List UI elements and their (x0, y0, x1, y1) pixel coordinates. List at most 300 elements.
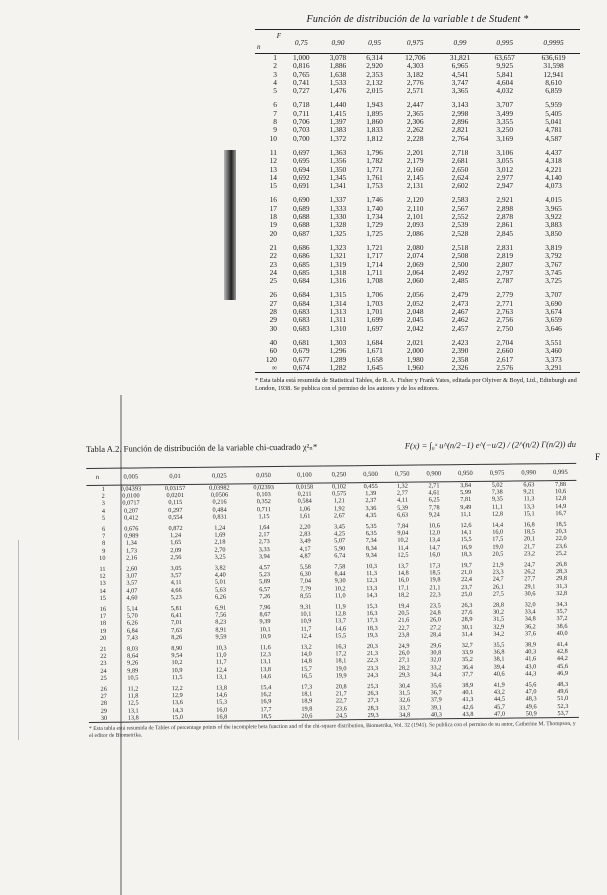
table-cell: 12,4 (300, 632, 312, 640)
table-cell: 5,35 (365, 522, 377, 531)
table-cell: 21,0 (460, 569, 473, 577)
table-cell: 6,859 (545, 86, 562, 96)
table-cell: 1,34 (125, 539, 137, 548)
table-cell: 23,3 (367, 664, 379, 672)
table-cell: 3,551 (545, 337, 562, 347)
row-n-label: 120 (265, 354, 277, 364)
table-cell: 35,2 (461, 656, 473, 664)
table-cell: 3,819 (545, 242, 562, 252)
table-cell: 3,36 (365, 504, 377, 512)
table-cell: 26,0 (398, 649, 410, 658)
table-cell: 2,763 (496, 307, 514, 317)
table-corner: n (86, 468, 108, 485)
table-cell: 0,690 (292, 195, 310, 205)
table-cell: 21,1 (429, 583, 441, 592)
table-cell: 2,861 (496, 220, 514, 230)
table-cell: 12,8 (334, 610, 346, 618)
table-cell: 5,01 (214, 578, 226, 587)
table-cell: 19,4 (398, 602, 410, 610)
table-cell: 15,4 (260, 684, 272, 692)
table-cell: 14,7 (429, 543, 441, 552)
table-cell: 8,03 (126, 645, 139, 653)
table-cell: 1,328 (329, 220, 347, 230)
table-cell: 14,0 (300, 650, 312, 659)
table-cell: 0,683 (292, 323, 310, 333)
table-cell: 12,3 (366, 577, 378, 585)
table-cell: 5,841 (496, 69, 514, 79)
table-cell: 0,584 (297, 498, 312, 506)
table-cell: 6,63 (523, 481, 535, 489)
table-cell: 0,989 (124, 532, 139, 540)
table-cell: 24,8 (429, 609, 441, 617)
table-cell: 30,8 (430, 649, 442, 657)
table-cell: 1,333 (329, 203, 347, 213)
table-cell: 9,34 (365, 551, 377, 559)
table-cell: 0,684 (292, 276, 310, 286)
table-cell: 3,82 (214, 564, 226, 572)
table-cell: 4,604 (496, 77, 514, 87)
table-cell: 13,4 (428, 536, 441, 544)
table-cell: 3,078 (329, 53, 347, 62)
table-cell: 1,000 (292, 53, 310, 62)
table-cell: 16,8 (523, 521, 535, 529)
table-cell: 5,99 (460, 489, 472, 497)
table-cell: 1,15 (258, 512, 270, 521)
row-n-label: 17 (99, 613, 107, 621)
table-cell: 7,88 (554, 480, 567, 489)
table-cell: 38,1 (493, 656, 505, 664)
table-row (255, 230, 580, 238)
table-cell: 11,6 (259, 644, 271, 652)
table-cell: 0,216 (212, 498, 227, 507)
table-cell: 19,7 (460, 561, 472, 570)
table-cell: 12,706 (405, 53, 426, 62)
table-cell: 37,9 (430, 696, 442, 704)
table-cell: 2,060 (406, 276, 424, 286)
table-cell: 0,0158 (295, 483, 314, 491)
table-cell: 16,0 (492, 528, 504, 536)
table-cell: 8,90 (171, 645, 183, 653)
table-cell: 27,2 (429, 623, 441, 632)
table-cell: 45,6 (525, 681, 537, 689)
table-cell: 34,8 (399, 711, 411, 719)
table-cell: 26,3 (461, 602, 473, 610)
row-n-label: 19 (269, 220, 277, 230)
table-cell: 37,2 (556, 615, 568, 623)
table-cell: 51,0 (557, 695, 569, 703)
table-cell: 2,101 (406, 212, 424, 222)
table-cell: 2,998 (451, 108, 469, 118)
table-cell: 35,6 (430, 682, 442, 690)
table-cell: 11,2 (127, 685, 139, 693)
table-cell: 0,695 (292, 156, 310, 166)
table-cell: 2,83 (299, 530, 311, 538)
row-n-label: 23 (269, 259, 277, 269)
table-cell: 34,8 (524, 615, 536, 623)
table-cell: 0,0100 (122, 492, 140, 500)
table-cell: 6,30 (299, 570, 311, 579)
table-cell: 2,797 (496, 267, 514, 277)
table-cell: 3,05 (170, 565, 182, 573)
table-cell: 2,074 (406, 251, 424, 261)
table-cell: 5,90 (334, 544, 346, 553)
table-cell: 2,021 (406, 337, 424, 347)
table-cell: 40,1 (462, 689, 474, 697)
table-cell: 13,7 (334, 617, 347, 625)
table-cell: 2,145 (406, 172, 424, 182)
table-cell: 2,015 (366, 86, 383, 96)
row-n-label: 21 (100, 645, 107, 653)
table-cell: 1,296 (329, 346, 347, 356)
table-cell: 0,0506 (210, 491, 229, 499)
table-cell: 48,3 (557, 681, 569, 689)
table-cell: 1,319 (329, 259, 347, 269)
table-cell: 30,4 (398, 682, 410, 690)
table-cell: 24,7 (492, 576, 504, 584)
table-cell: 12,2 (171, 685, 183, 693)
table-cell: 13,8 (260, 665, 272, 673)
table-cell: 4,587 (545, 133, 562, 143)
table-cell: 2,898 (496, 203, 514, 213)
table-cell: 3,012 (496, 164, 514, 174)
table-cell: 22,7 (335, 697, 347, 705)
table-cell: 4,35 (365, 511, 377, 519)
table-cell: 5,70 (126, 612, 138, 620)
row-n-label: 21 (269, 242, 277, 252)
table-cell: 2,583 (451, 195, 469, 205)
table-cell: 1,746 (366, 195, 383, 205)
table-cell: 22,0 (555, 535, 567, 543)
table-cell: 1,708 (366, 276, 383, 286)
table-cell: 0,684 (292, 290, 310, 300)
table-cell: 4,541 (451, 69, 469, 79)
table-cell: 4,25 (334, 530, 346, 538)
table-cell: 2,807 (496, 259, 514, 269)
table-cell: 12,9 (171, 692, 183, 700)
table-cell: 12,8 (555, 495, 567, 503)
table-cell: 13,8 (127, 714, 139, 722)
table-cell: 23,7 (461, 583, 473, 591)
table-cell: 0,0201 (166, 492, 184, 500)
table-cell: 1,717 (366, 251, 383, 261)
table-cell: 7,63 (171, 626, 183, 634)
table-cell: 2,67 (333, 512, 345, 520)
table-cell: 28,2 (398, 664, 410, 672)
column-header: 0,99 (438, 30, 483, 54)
table-cell: 26,0 (429, 616, 441, 624)
table-cell: 3,250 (496, 125, 514, 135)
table-row (255, 182, 580, 190)
table-cell: 2,571 (406, 86, 424, 96)
table-cell: 3,922 (545, 212, 562, 222)
table-cell: 21,9 (492, 561, 504, 569)
table-cell: 3,355 (496, 117, 514, 127)
table-cell: 2,228 (406, 133, 424, 143)
row-n-label: 16 (269, 195, 277, 205)
row-n-label: 5 (101, 514, 106, 522)
table-cell: 44,5 (493, 696, 506, 704)
table-cell: 0,02393 (253, 484, 274, 492)
table-cell: 32,0 (524, 601, 536, 609)
table-cell: 42,6 (462, 703, 474, 711)
table-cell: 2,920 (366, 61, 383, 71)
table-cell: 36,2 (524, 622, 536, 631)
table-cell: 1,729 (366, 220, 383, 230)
table-cell: 2,650 (451, 164, 469, 174)
table-cell: 0,688 (292, 220, 310, 230)
table-cell: 30,6 (524, 590, 536, 598)
table-cell: 3,169 (496, 133, 514, 143)
table-cell: 18,5 (555, 520, 567, 529)
table-cell: 9,24 (428, 511, 440, 519)
table-cell: 14,8 (300, 658, 312, 666)
table-cell: 13,2 (300, 643, 312, 651)
column-header: 0,025 (197, 467, 241, 484)
table-cell: 35,7 (556, 608, 568, 616)
table-cell: 4,073 (545, 181, 562, 191)
table-cell: 17,3 (301, 683, 313, 691)
table-cell: 21,7 (523, 542, 536, 551)
table-cell: 1,895 (366, 108, 383, 118)
table-cell: 19,0 (492, 543, 504, 551)
table-cell: 1,699 (366, 315, 383, 325)
table-cell: 0,700 (292, 133, 310, 143)
t-student-footnote: * Esta tabla está resumida de Statistical Tables, de R. A. Fisher y Frank Yates, editada por Olyiver & Boyd, Ltd., Edinburgh and London, 1938. Se publica con el permiso de los autores y de los editores. (255, 377, 577, 393)
table-cell: 1,321 (329, 251, 347, 261)
table-cell: 1,318 (329, 267, 347, 277)
table-cell: 28,8 (492, 601, 505, 609)
table-cell: 33,9 (461, 649, 473, 657)
table-cell: 25,0 (461, 590, 473, 598)
table-cell: 18,5 (260, 712, 272, 721)
table-cell: 31,598 (543, 61, 564, 71)
table-cell: 7,43 (126, 634, 138, 642)
table-cell: 42,8 (556, 648, 568, 656)
table-cell: 0,297 (168, 506, 183, 514)
table-cell: 3,747 (451, 77, 469, 87)
table-cell: 1,638 (329, 69, 347, 79)
table-cell: 5,02 (491, 481, 503, 489)
row-n-label: 2 (273, 61, 277, 71)
table-cell: 1,69 (214, 531, 226, 539)
table-cell: 1,761 (366, 172, 383, 182)
table-cell: 10,3 (365, 562, 378, 571)
column-header: 0,975 (393, 30, 438, 54)
table-cell: 0,681 (292, 337, 310, 347)
table-cell: 4,40 (214, 571, 226, 579)
table-cell: 43,2 (493, 688, 505, 697)
table-cell: 20,3 (555, 528, 567, 536)
chi-square-formula: F(x) = ∫₀ˣ u^(n/2−1) e^(−u/2) / (2^(n/2) Γ(n/2)) du (404, 438, 577, 451)
table-cell: 7,56 (215, 611, 227, 619)
table-cell: 41,4 (556, 641, 568, 649)
table-cell: 10,9 (300, 618, 312, 626)
table-cell: 32,6 (399, 697, 411, 705)
table-cell: 16,2 (260, 691, 272, 699)
table-cell: 1,341 (329, 181, 347, 191)
row-n-label: 28 (100, 700, 108, 708)
table-cell: 11,0 (334, 592, 346, 600)
table-cell: 14,6 (216, 691, 228, 699)
table-cell: 4,87 (299, 552, 311, 560)
row-n-label: 9 (273, 125, 277, 135)
table-cell: 10,9 (171, 666, 183, 674)
table-cell: 0,683 (292, 315, 310, 325)
table-cell: 1,65 (170, 539, 182, 547)
table-cell: 3,850 (545, 228, 562, 238)
table-cell: 31,3 (556, 582, 568, 590)
table-cell: 2,110 (407, 203, 424, 213)
table-cell: 4,437 (545, 147, 562, 157)
row-n-label: 15 (269, 181, 277, 191)
table-cell: 11,3 (523, 495, 535, 503)
table-cell: 8,64 (127, 652, 139, 660)
table-cell: 2,831 (496, 242, 514, 252)
table-cell: 1,372 (329, 133, 347, 143)
table-cell: 4,318 (545, 156, 562, 166)
table-cell: 4,57 (258, 564, 271, 572)
table-cell: 27,3 (367, 697, 379, 705)
column-header: 0,250 (323, 466, 355, 483)
table-cell: 0,554 (168, 513, 183, 521)
row-n-label: 1 (101, 485, 105, 493)
table-cell: 8,23 (215, 618, 227, 627)
table-cell: 16,3 (335, 643, 347, 651)
column-header: 0,01 (153, 467, 197, 484)
row-n-label: 16 (99, 605, 107, 613)
row-n-label: 8 (273, 117, 277, 127)
row-n-label: 3 (101, 500, 105, 508)
table-cell: 26,1 (492, 583, 504, 591)
table-cell: 22,3 (429, 591, 441, 599)
row-n-label: 11 (99, 565, 106, 573)
table-cell: 17,3 (429, 562, 441, 570)
table-cell: 0,688 (292, 212, 310, 222)
row-n-label: 20 (269, 228, 277, 238)
row-n-label: 1 (273, 53, 277, 62)
table-cell: 7,96 (259, 604, 271, 612)
row-n-label: 23 (100, 660, 107, 668)
table-cell: 1,734 (366, 212, 383, 222)
table-cell: 12,5 (127, 699, 139, 708)
table-cell: 2,16 (126, 554, 138, 562)
table-cell: 1,782 (366, 156, 383, 166)
table-cell: 14,6 (335, 624, 347, 633)
table-cell: 18,5 (429, 569, 441, 577)
table-cell: 10,3 (215, 644, 227, 652)
table-cell: 6,57 (259, 585, 271, 593)
row-n-label: 27 (100, 693, 107, 701)
table-cell: 12,4 (215, 666, 227, 674)
table-cell: 63,657 (494, 53, 515, 62)
table-cell: 4,07 (126, 587, 138, 595)
table-cell: 2,201 (406, 147, 424, 157)
table-cell: 14,8 (397, 569, 409, 577)
table-cell: 24,5 (335, 712, 348, 720)
table-cell: 3,707 (496, 100, 514, 110)
table-cell: 9,89 (127, 667, 139, 675)
table-cell: 2,567 (451, 203, 469, 213)
table-cell: 0,697 (292, 147, 310, 157)
table-cell: 3,767 (545, 259, 562, 269)
table-cell: 18,3 (460, 550, 472, 558)
table-cell: 3,792 (545, 251, 562, 261)
table-cell: 3,49 (299, 538, 311, 546)
table-cell: 1,476 (329, 86, 347, 96)
row-n-label: 8 (102, 540, 106, 548)
row-n-label: 24 (269, 267, 277, 277)
t-student-table (255, 14, 580, 393)
table-cell: 1,725 (366, 228, 383, 238)
table-cell: 9,31 (300, 603, 312, 611)
table-cell: 41,3 (462, 696, 474, 704)
table-cell: 0,684 (292, 298, 310, 308)
table-cell: 3,499 (496, 108, 514, 118)
table-cell: 1,310 (329, 323, 347, 333)
table-cell: 9,35 (491, 496, 503, 504)
table-cell: 2,052 (406, 298, 424, 308)
table-cell: 0,686 (292, 242, 310, 252)
table-cell: 2,921 (496, 195, 514, 205)
table-cell: 12,6 (460, 521, 472, 530)
table-cell: 16,3 (366, 610, 378, 618)
table-cell: 23,6 (335, 704, 347, 713)
table-cell: 34,4 (430, 671, 442, 679)
table-cell: 40,3 (430, 711, 442, 719)
table-cell: 6,84 (126, 627, 138, 635)
table-cell: 6,74 (334, 552, 346, 560)
table-cell: 28,3 (367, 704, 379, 712)
chi-square-grid (86, 463, 579, 723)
table-cell: 1,383 (329, 125, 347, 135)
column-header: 0,990 (513, 464, 545, 481)
table-cell: 27,6 (461, 609, 473, 617)
table-cell: 49,6 (557, 688, 569, 696)
table-cell: 8,91 (215, 626, 227, 634)
table-cell: 2,462 (451, 315, 469, 325)
table-cell: 9,49 (460, 503, 472, 511)
row-n-label: 6 (101, 525, 106, 533)
table-cell: 1,860 (366, 117, 383, 127)
table-cell: 0,687 (292, 228, 310, 238)
table-cell: 16,0 (397, 577, 409, 585)
table-cell: 0,711 (256, 505, 271, 513)
table-cell: 23,3 (492, 568, 504, 576)
table-cell: 35,5 (493, 641, 505, 649)
row-n-label: 18 (99, 620, 107, 628)
table-cell: 1,980 (406, 354, 424, 364)
table-cell: 32,8 (556, 589, 568, 597)
table-cell: 2,120 (406, 195, 424, 205)
table-cell: 2,500 (451, 259, 469, 269)
table-cell: 28,4 (429, 631, 442, 639)
table-cell: 16,0 (429, 551, 441, 559)
table-cell: 29,3 (398, 671, 410, 679)
table-cell: 16,9 (260, 698, 272, 706)
table-cell: 4,66 (170, 586, 182, 594)
table-cell: 8,67 (259, 611, 271, 619)
row-n-label: 26 (100, 685, 107, 693)
table-cell: 23,6 (555, 542, 567, 550)
table-cell: 2,660 (496, 346, 514, 356)
table-cell: 2,069 (406, 259, 424, 269)
row-n-label: 5 (273, 86, 277, 96)
table-cell: 0,575 (332, 490, 347, 498)
table-cell: 0,211 (297, 490, 312, 498)
table-cell: 10,2 (397, 537, 409, 545)
table-cell: 2,045 (406, 315, 424, 325)
table-cell: 14,3 (366, 591, 378, 599)
